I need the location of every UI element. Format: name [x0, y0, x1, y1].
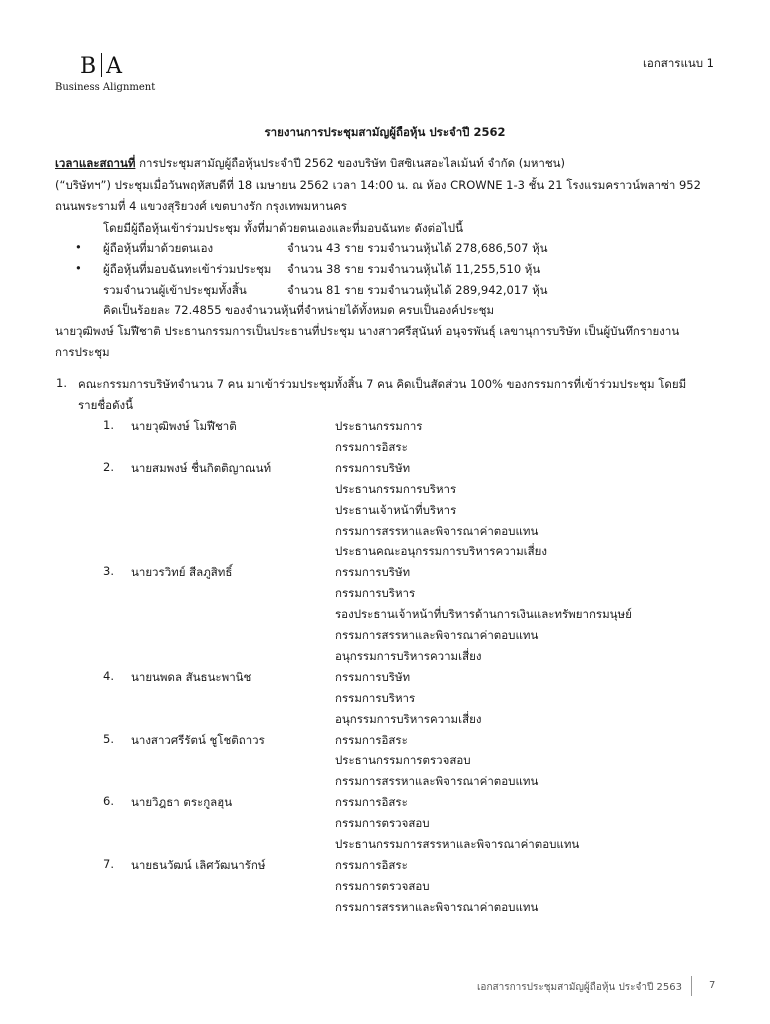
attendance-detail-2: จำนวน 38 ราย รวมจำนวนหุ้นได้ 11,255,510 หุ้น [287, 262, 541, 276]
item-1-number: 1. [56, 376, 67, 390]
item-1-line-2: รายชื่อดังนี้ [78, 398, 134, 412]
attachment-label: เอกสารแนบ 1 [643, 56, 714, 70]
director-name: นายวิฎธา ตระกูลฮุน [131, 795, 233, 810]
director-name: นางสาวศรีรัตน์ ชูโชติถาวร [131, 732, 265, 747]
director-role: กรรมการอิสระ [335, 795, 408, 810]
director-role: กรรมการสรรหาและพิจารณาค่าตอบแทน [335, 523, 539, 538]
footer-divider [691, 976, 692, 996]
director-role: ประธานกรรมการสรรหาและพิจารณาค่าตอบแทน [335, 837, 580, 851]
intro-line-1 [55, 155, 565, 173]
director-name: นายนพดล สันธนะพานิช [131, 669, 252, 684]
attendance-label-3: รวมจำนวนผู้เข้าประชุมทั้งสิ้น [103, 283, 247, 297]
director-name: นายวรวิทย์ สีลภูสิทธิ์ [131, 565, 233, 580]
intro-line-4: โดยมีผู้ถือหุ้นเข้าร่วมประชุม ทั้งที่มาด้วยตนเองและที่มอบฉันทะ ดังต่อไปนี้ [103, 221, 463, 235]
attendance-label-1: ผู้ถือหุ้นที่มาด้วยตนเอง [103, 241, 214, 255]
director-role: กรรมการบริษัท [335, 565, 411, 580]
intro-line-1-text: การประชุมสามัญผู้ถือหุ้นประจำปี 2562 ของบริษัท บิสซิเนสอะไลเม้นท์ จำกัด (มหาชน) [135, 156, 566, 170]
chair-line-2: การประชุม [55, 345, 110, 359]
director-role: รองประธานเจ้าหน้าที่บริหารด้านการเงินและทรัพยากรมนุษย์ [335, 607, 632, 622]
director-role: กรรมการอิสระ [335, 732, 408, 747]
director-number: 4. [103, 668, 114, 683]
page-number: 7 [709, 980, 716, 991]
director-name: นายสมพงษ์ ชื่นกิตติญาณนท์ [131, 460, 272, 475]
director-role: อนุกรรมการบริหารความเสี่ยง [335, 711, 482, 726]
intro-line-2: (“บริษัทฯ”) ประชุมเมื่อวันพฤหัสบดีที่ 18 เมษายน 2562 เวลา 14:00 น. ณ ห้อง CROWNE 1-3 ชั้น 21 โรงแรมคราวน์พลาซ่า 952 [55, 178, 701, 192]
company-logo [80, 53, 123, 79]
director-role: กรรมการบริหาร [335, 690, 416, 705]
director-number: 7. [103, 856, 114, 871]
attendance-detail-3: จำนวน 81 ราย รวมจำนวนหุ้นได้ 289,942,017 หุ้น [287, 283, 548, 297]
attendance-bullet-2: • [75, 261, 82, 275]
venue-label: เวลาและสถานที่ [55, 156, 136, 170]
director-name: นายวุฒิพงษ์ โมฬีชาติ [131, 419, 237, 433]
item-1-line-1: คณะกรรมการบริษัทจำนวน 7 คน มาเข้าร่วมประชุมทั้งสิ้น 7 คน คิดเป็นสัดส่วน 100% ของกรรมการที่เข้าร่วมประชุม โดยมี [78, 377, 687, 391]
director-role: ประธานกรรมการบริหาร [335, 481, 457, 496]
chair-line-1: นายวุฒิพงษ์ โมฬีชาติ ประธานกรรมการเป็นประธานที่ประชุม นางสาวศรีสุนันท์ อนุจรพันธุ์ เลขานุการบริษัท เป็นผู้บันทึกรายงาน [55, 324, 680, 338]
director-role: กรรมการบริษัท [335, 669, 411, 684]
director-role: อนุกรรมการบริหารความเสี่ยง [335, 648, 482, 663]
director-role: กรรมการตรวจสอบ [335, 878, 430, 893]
director-role: กรรมการตรวจสอบ [335, 816, 430, 831]
director-role: กรรมการสรรหาและพิจารณาค่าตอบแทน [335, 774, 539, 789]
director-role: ประธานเจ้าหน้าที่บริหาร [335, 502, 457, 517]
director-name: นายธนวัฒน์ เลิศวัฒนารักษ์ [131, 857, 266, 872]
director-number: 3. [103, 564, 114, 579]
logo-divider [101, 53, 102, 77]
document-title: รายงานการประชุมสามัญผู้ถือหุ้น ประจำปี 2562 [264, 125, 506, 139]
logo-wordmark: Business Alignment [55, 82, 156, 93]
director-number: 1. [103, 418, 114, 432]
director-role: กรรมการอิสระ [335, 857, 408, 872]
footer-text: เอกสารการประชุมสามัญผู้ถือหุ้น ประจำปี 2563 [477, 982, 682, 993]
attendance-bullet-1: • [75, 240, 82, 254]
director-role: กรรมการบริหาร [335, 586, 416, 601]
director-role: กรรมการสรรหาและพิจารณาค่าตอบแทน [335, 628, 539, 642]
director-role: กรรมการบริษัท [335, 460, 411, 475]
director-role: ประธานคณะอนุกรรมการบริหารความเสี่ยง [335, 544, 547, 559]
director-number: 6. [103, 794, 114, 809]
logo-letter-a: A [106, 54, 124, 79]
director-role: กรรมการอิสระ [335, 439, 408, 454]
director-number: 5. [103, 731, 114, 746]
logo-letter-b: B [80, 54, 98, 79]
director-number: 2. [103, 459, 114, 474]
director-role: กรรมการสรรหาและพิจารณาค่าตอบแทน [335, 899, 539, 914]
quorum-line: คิดเป็นร้อยละ 72.4855 ของจำนวนหุ้นที่จำหน่ายได้ทั้งหมด ครบเป็นองค์ประชุม [103, 303, 495, 317]
director-role: ประธานกรรมการตรวจสอบ [335, 753, 471, 768]
director-role: ประธานกรรมการ [335, 419, 423, 433]
attendance-label-2: ผู้ถือหุ้นที่มอบฉันทะเข้าร่วมประชุม [103, 262, 272, 276]
intro-line-3: ถนนพระรามที่ 4 แขวงสุริยวงศ์ เขตบางรัก กรุงเทพมหานคร [55, 199, 347, 213]
attendance-detail-1: จำนวน 43 ราย รวมจำนวนหุ้นได้ 278,686,507 หุ้น [287, 241, 548, 255]
